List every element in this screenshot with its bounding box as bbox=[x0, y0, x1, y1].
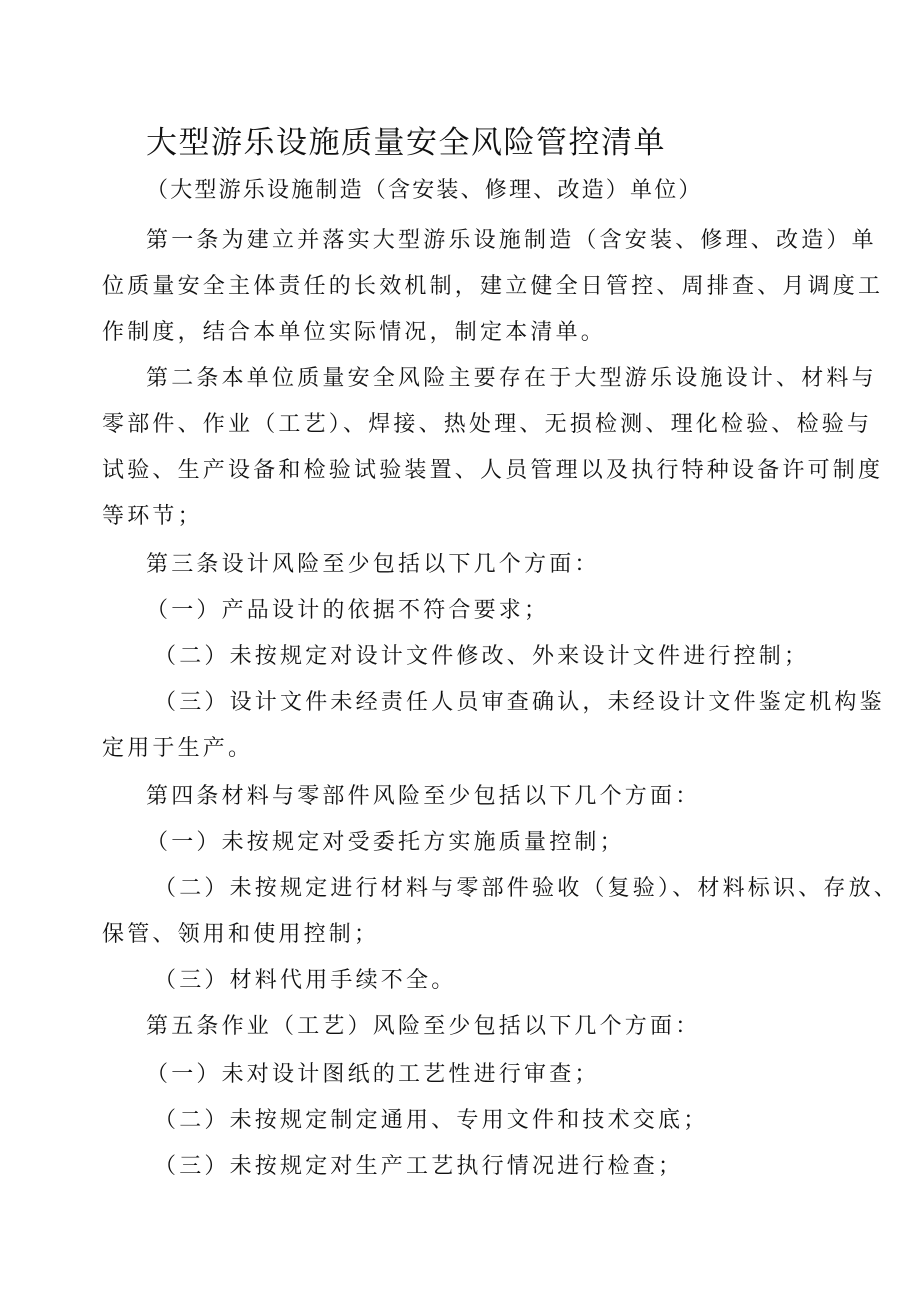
article-5-heading: 第五条作业（工艺）风险至少包括以下几个方面： bbox=[146, 1014, 701, 1039]
document-title: 大型游乐设施质量安全风险管控清单 bbox=[146, 125, 666, 161]
article-5-item-3: （三）未按规定对生产工艺执行情况进行检查； bbox=[154, 1154, 684, 1179]
article-3-item-3-line-2: 定用于生产。 bbox=[102, 736, 254, 761]
article-2-line-2: 零部件、作业（工艺）、焊接、热处理、无损检测、理化检验、检验与 bbox=[102, 412, 873, 437]
article-2-line-3: 试验、生产设备和检验试验装置、人员管理以及执行特种设备许可制度 bbox=[102, 458, 884, 483]
article-3-heading: 第三条设计风险至少包括以下几个方面： bbox=[146, 552, 600, 577]
article-3-item-3-line-1: （三）设计文件未经责任人员审查确认，未经设计文件鉴定机构鉴 bbox=[154, 690, 885, 715]
document-subtitle: （大型游乐设施制造（含安装、修理、改造）单位） bbox=[146, 178, 703, 203]
article-4-item-2-line-2: 保管、领用和使用控制； bbox=[102, 922, 380, 947]
article-1-line-2: 位质量安全主体责任的长效机制，建立健全日管控、周排查、月调度工 bbox=[102, 274, 884, 299]
article-1-line-1: 第一条为建立并落实大型游乐设施制造（含安装、修理、改造）单 bbox=[146, 228, 877, 253]
article-3-item-1: （一）产品设计的依据不符合要求； bbox=[146, 598, 550, 623]
article-4-heading: 第四条材料与零部件风险至少包括以下几个方面： bbox=[146, 784, 701, 809]
article-2-line-4: 等环节； bbox=[102, 504, 203, 529]
article-5-item-2: （二）未按规定制定通用、专用文件和技术交底； bbox=[154, 1108, 709, 1133]
article-5-item-1: （一）未对设计图纸的工艺性进行审查； bbox=[146, 1062, 600, 1087]
article-2-line-1: 第二条本单位质量安全风险主要存在于大型游乐设施设计、材料与 bbox=[146, 366, 877, 391]
article-4-item-1: （一）未按规定对受委托方实施质量控制； bbox=[146, 830, 625, 855]
article-3-item-2: （二）未按规定对设计文件修改、外来设计文件进行控制； bbox=[154, 644, 810, 669]
article-4-item-2-line-1: （二）未按规定进行材料与零部件验收（复验）、材料标识、存放、 bbox=[154, 876, 900, 901]
article-1-line-3: 作制度，结合本单位实际情况，制定本清单。 bbox=[102, 320, 607, 345]
article-4-item-3: （三）材料代用手续不全。 bbox=[154, 968, 457, 993]
